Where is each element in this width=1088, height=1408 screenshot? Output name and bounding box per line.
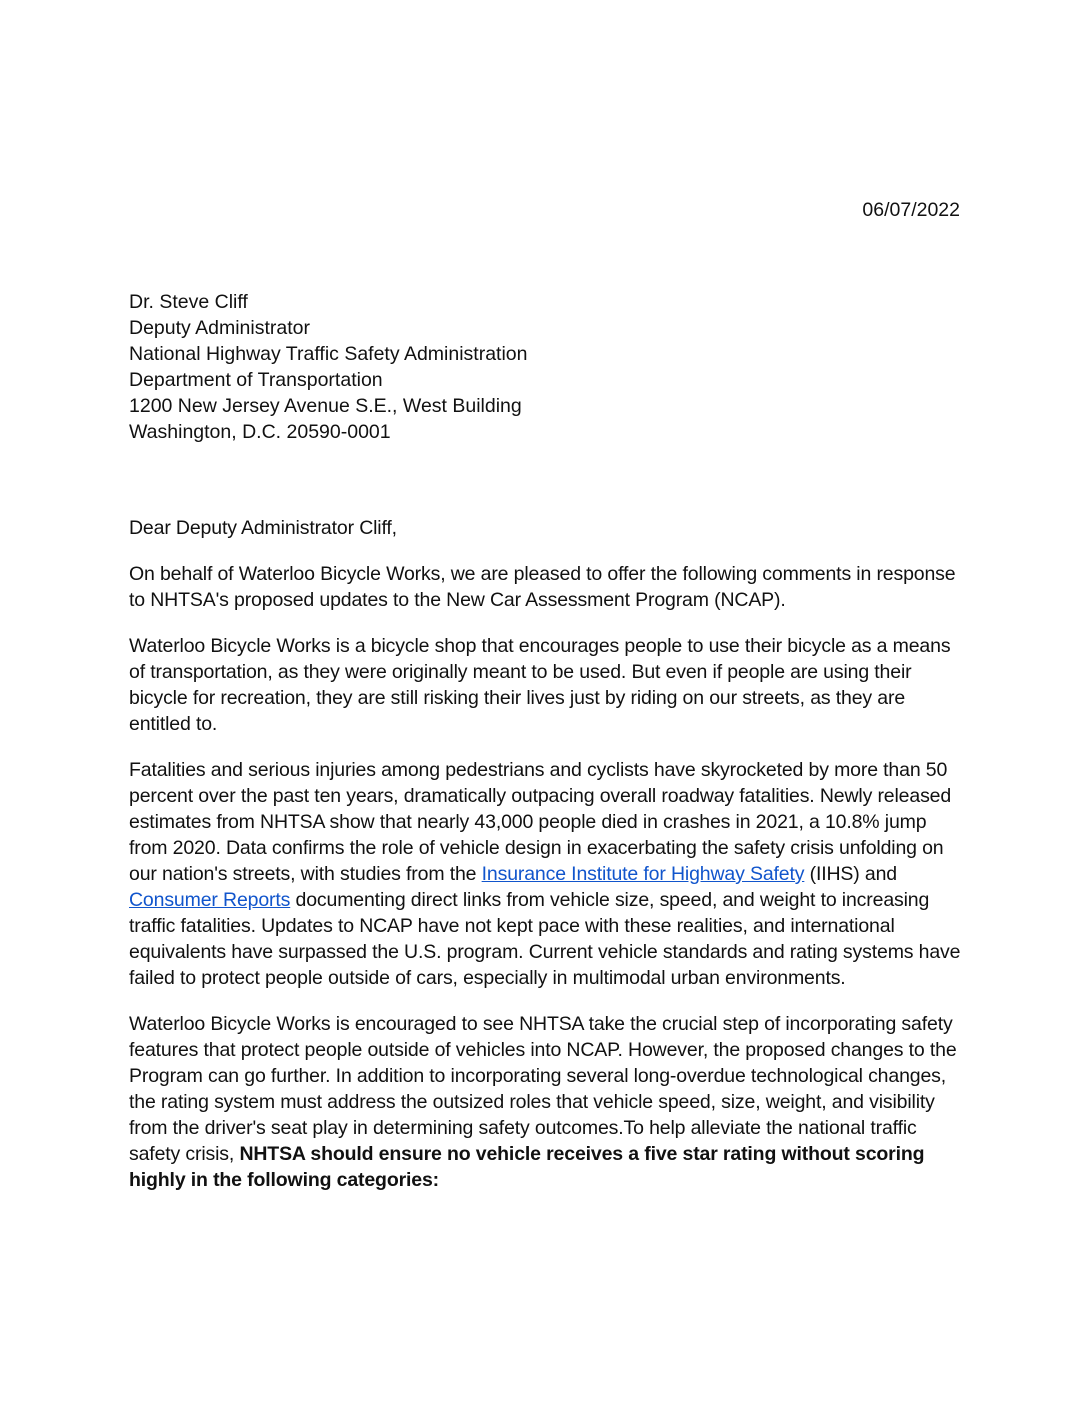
recipient-title: Deputy Administrator xyxy=(129,317,310,339)
iihs-link[interactable]: Insurance Institute for Highway Safety xyxy=(481,863,805,885)
consumer-reports-link[interactable]: Consumer Reports xyxy=(129,889,291,911)
paragraph-fatalities-text-2: (IIHS) and xyxy=(804,863,897,885)
paragraph-recommendation-bold: NHTSA should ensure no vehicle receives a five star rating without scoring highly in the following categories: xyxy=(129,1143,925,1191)
paragraph-shop-description: Waterloo Bicycle Works is a bicycle shop that encourages people to use their bicycle as a means of transportation, as they were originally meant to be used. But even if people are using their bicycle for recreation, they are still risking their lives just by riding on our streets, as they are entitled to. xyxy=(129,635,951,735)
letter-date: 06/07/2022 xyxy=(862,199,960,221)
paragraph-fatalities xyxy=(129,757,963,991)
paragraph-recommendation xyxy=(129,1011,963,1193)
paragraph-recommendation-text: Waterloo Bicycle Works is encouraged to see NHTSA take the crucial step of incorporating safety features that protect people outside of vehicles into NCAP. However, the proposed changes to the Program can go further. In addition to incorporating several long-overdue technological changes, the rating system must address the outsized roles that vehicle speed, size, weight, and visibility from the driver's seat play in determining safety outcomes.To help alleviate the national traffic safety crisis, xyxy=(129,1013,957,1165)
recipient-department: Department of Transportation xyxy=(129,369,383,391)
recipient-agency: National Highway Traffic Safety Administration xyxy=(129,343,528,365)
recipient-street: 1200 New Jersey Avenue S.E., West Building xyxy=(129,395,522,417)
paragraph-fatalities-text-1: Fatalities and serious injuries among pedestrians and cyclists have skyrocketed by more than 50 percent over the past ten years, dramatically outpacing overall roadway fatalities. Newly released estimates from NHTSA show that nearly 43,000 people died in crashes in 2021, a 10.8% jump from 2020. Data confirms the role of vehicle design in exacerbating the safety crisis unfolding on our nation's streets, with studies from the xyxy=(129,759,952,885)
recipient-address xyxy=(129,289,969,445)
paragraph-fatalities-text-3: documenting direct links from vehicle size, speed, and weight to increasing traffic fatalities. Updates to NCAP have not kept pace with these realities, and international equivalents have surpassed the U.S. program. Current vehicle standards and rating systems have failed to protect people outside of cars, especially in multimodal urban environments. xyxy=(129,889,961,989)
recipient-name: Dr. Steve Cliff xyxy=(129,291,248,313)
salutation: Dear Deputy Administrator Cliff, xyxy=(129,517,397,539)
letter-body xyxy=(129,515,963,1213)
recipient-city: Washington, D.C. 20590-0001 xyxy=(129,421,391,443)
paragraph-intro: On behalf of Waterloo Bicycle Works, we are pleased to offer the following comments in response to NHTSA's proposed updates to the New Car Assessment Program (NCAP). xyxy=(129,563,956,611)
